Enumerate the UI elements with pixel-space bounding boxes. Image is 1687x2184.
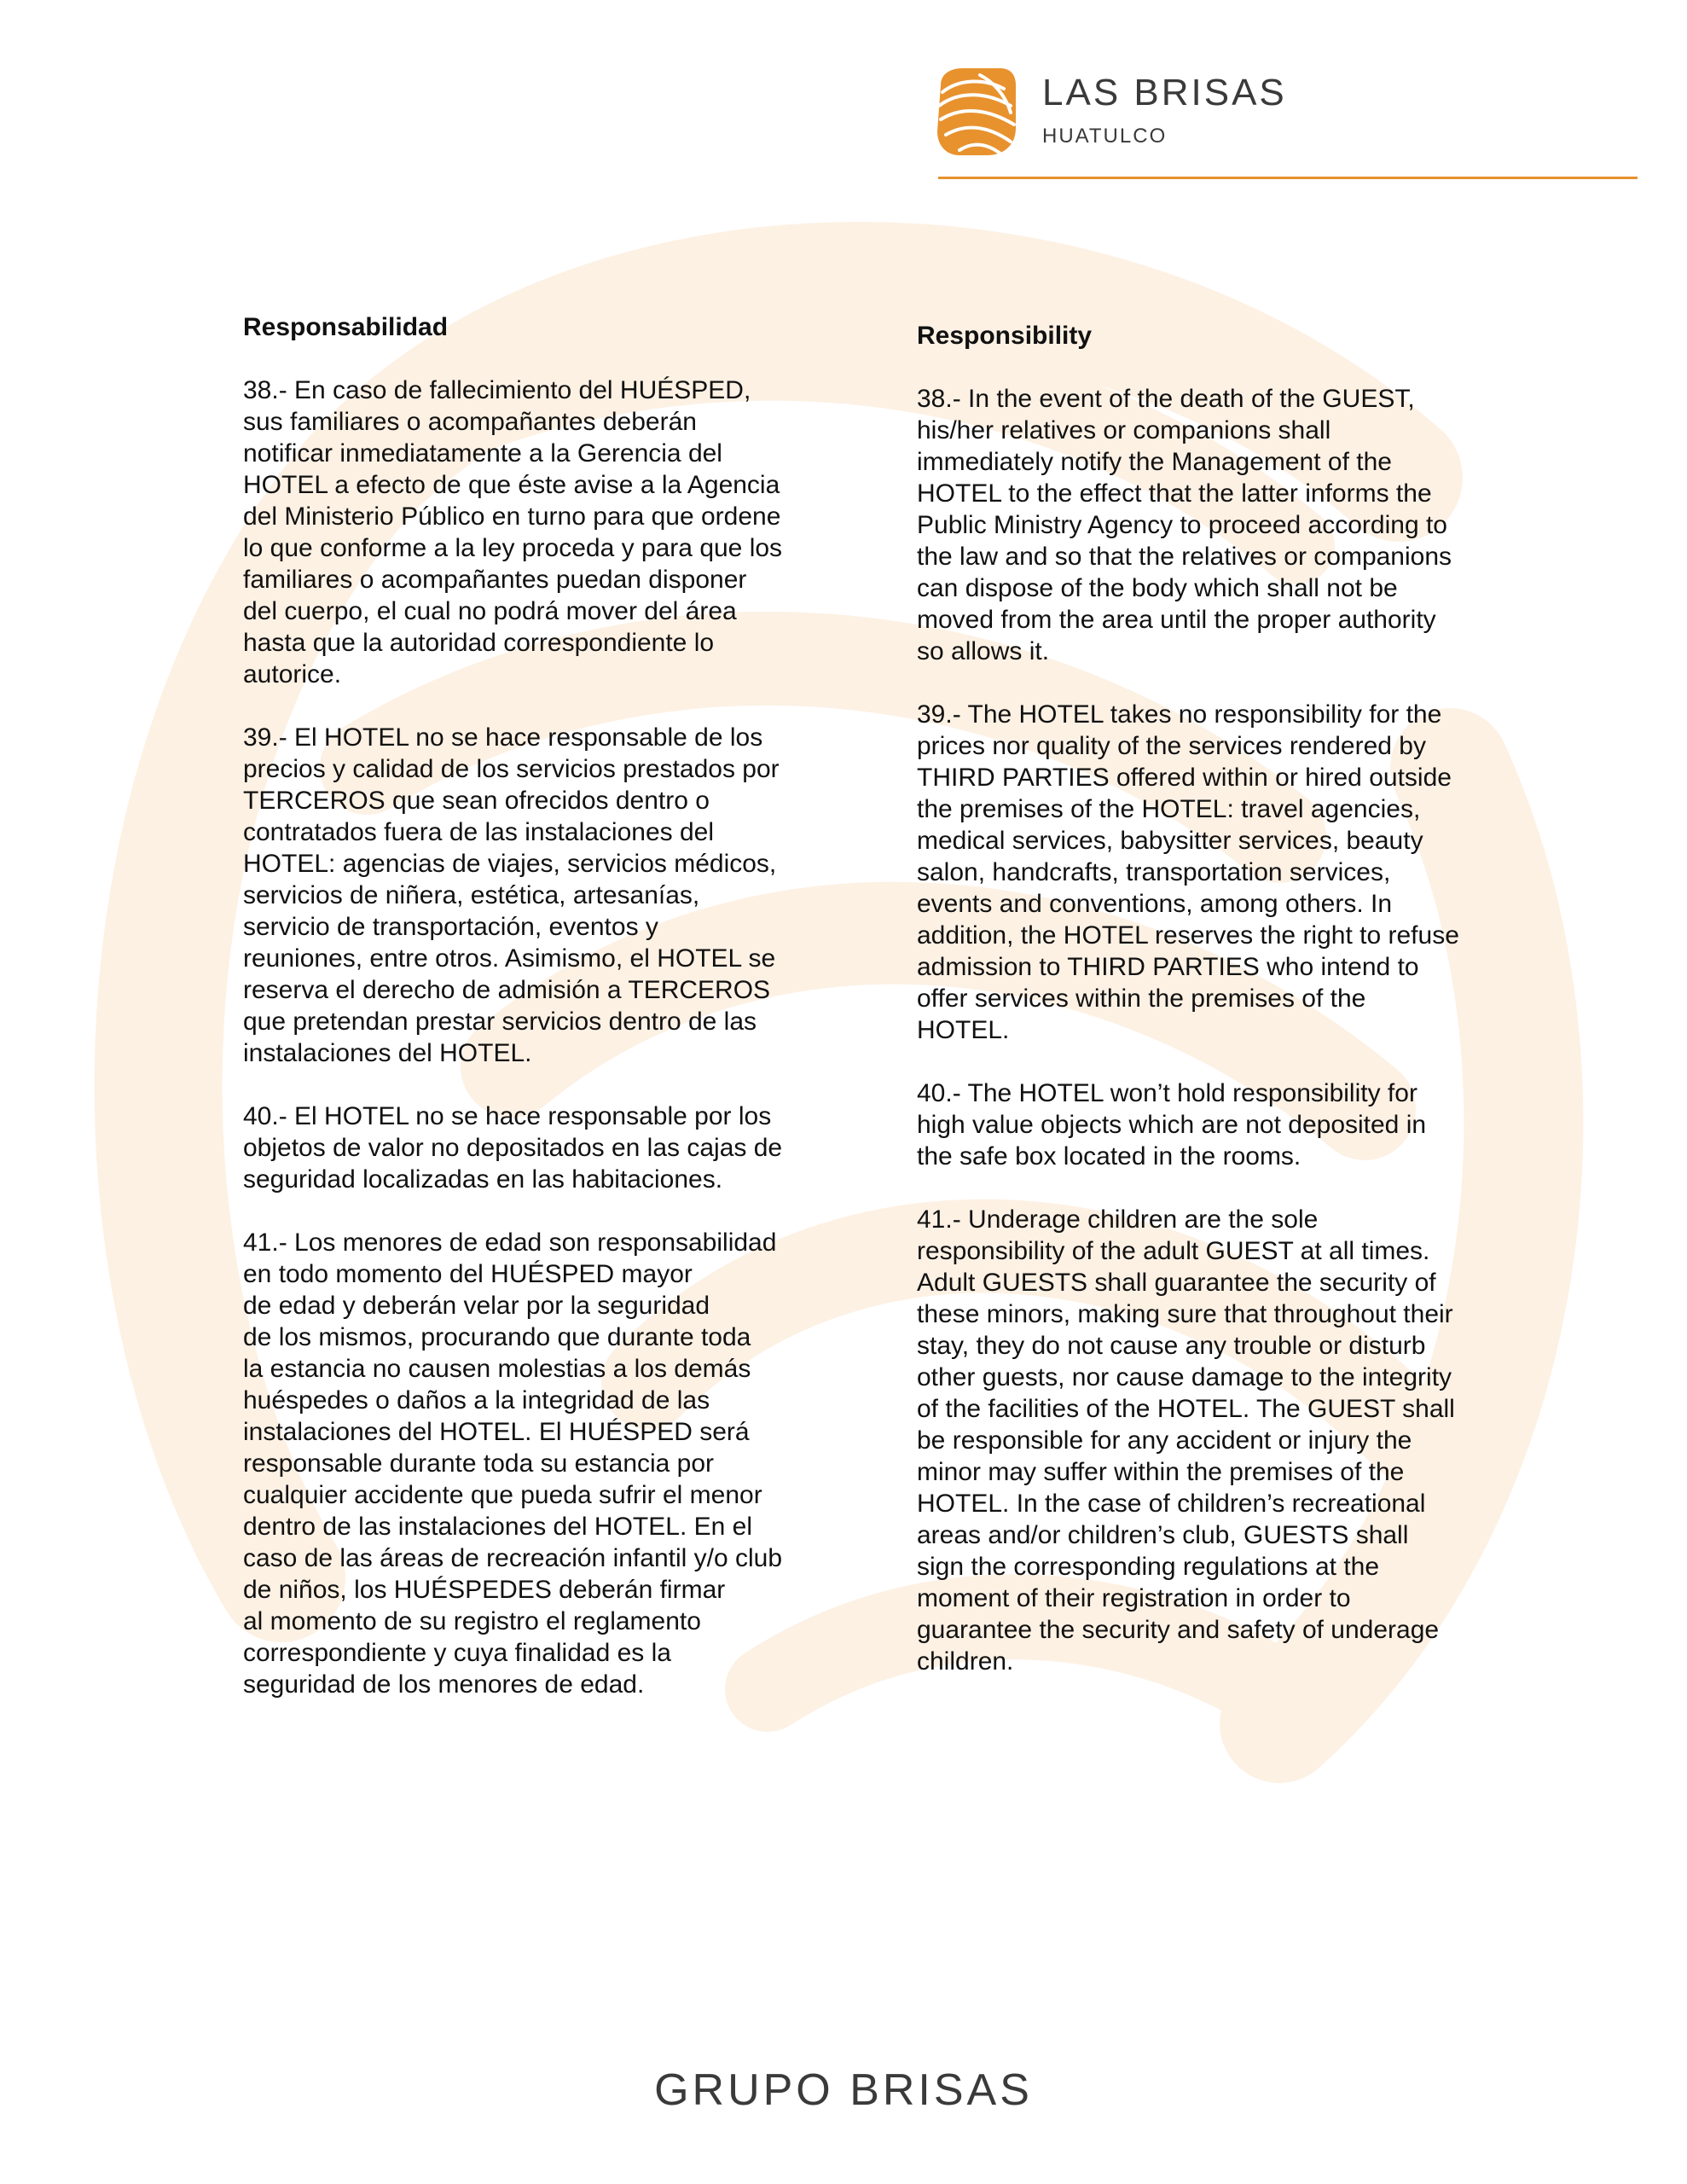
las-brisas-swirl-logo-icon bbox=[934, 67, 1017, 157]
clause-line: contratados fuera de las instalaciones del bbox=[243, 818, 715, 846]
clause-line: sign the corresponding regulations at the bbox=[917, 1553, 1380, 1581]
section-heading-spanish: Responsabilidad bbox=[243, 313, 449, 341]
clause-line: 41.- Underage children are the sole bbox=[917, 1205, 1319, 1234]
footer-brand: GRUPO BRISAS bbox=[654, 2065, 1033, 2115]
clause-line: precios y calidad de los servicios prestados por bbox=[243, 755, 780, 783]
brand-logo bbox=[934, 67, 1292, 160]
clause-line: instalaciones del HOTEL. El HUÉSPED será bbox=[243, 1418, 750, 1446]
clause-line: children. bbox=[917, 1647, 1014, 1676]
clause-paragraph-es bbox=[243, 722, 840, 1069]
clause-line: lo que conforme a la ley proceda y para que los bbox=[243, 534, 783, 562]
clause-line: the premises of the HOTEL: travel agencies, bbox=[917, 795, 1421, 823]
clause-line: al momento de su registro el reglamento bbox=[243, 1607, 701, 1635]
clause-paragraph-en bbox=[917, 1077, 1514, 1172]
clause-line: HOTEL. In the case of children’s recreational bbox=[917, 1490, 1426, 1518]
clause-line: Adult GUESTS shall guarantee the security of bbox=[917, 1269, 1436, 1297]
clause-line: 40.- El HOTEL no se hace responsable por los bbox=[243, 1102, 772, 1130]
clause-line: servicios de niñera, estética, artesanías, bbox=[243, 881, 700, 909]
clause-line: hasta que la autoridad correspondiente lo bbox=[243, 629, 715, 657]
clause-line: THIRD PARTIES offered within or hired outside bbox=[917, 764, 1452, 792]
clause-line: can dispose of the body which shall not be bbox=[917, 574, 1398, 602]
clause-line: 39.- The HOTEL takes no responsibility for the bbox=[917, 700, 1442, 729]
clause-line: admission to THIRD PARTIES who intend to bbox=[917, 953, 1419, 981]
clause-line: servicio de transportación, eventos y bbox=[243, 913, 658, 941]
clause-line: dentro de las instalaciones del HOTEL. En el bbox=[243, 1513, 752, 1541]
clause-line: prices nor quality of the services rendered by bbox=[917, 732, 1426, 760]
clause-line: sus familiares o acompañantes deberán bbox=[243, 408, 697, 436]
clause-line: offer services within the premises of the bbox=[917, 985, 1366, 1013]
clause-line: 38.- En caso de fallecimiento del HUÉSPED, bbox=[243, 376, 751, 404]
clause-line: Public Ministry Agency to proceed according to bbox=[917, 511, 1447, 539]
clause-line: de niños, los HUÉSPEDES deberán firmar bbox=[243, 1576, 726, 1604]
clause-line: the law and so that the relatives or companions bbox=[917, 543, 1452, 571]
clause-line: seguridad localizadas en las habitaciones. bbox=[243, 1165, 723, 1194]
spanish-column bbox=[243, 311, 840, 1732]
clause-paragraph-es bbox=[243, 375, 840, 690]
clause-line: reuniones, entre otros. Asimismo, el HOTEL se bbox=[243, 944, 776, 973]
section-heading-english: Responsibility bbox=[917, 322, 1093, 350]
clause-line: HOTEL a efecto de que éste avise a la Agencia bbox=[243, 471, 780, 499]
clause-line: de los mismos, procurando que durante toda bbox=[243, 1323, 751, 1351]
clause-line: medical services, babysitter services, beauty bbox=[917, 827, 1423, 855]
clause-line: stay, they do not cause any trouble or disturb bbox=[917, 1332, 1426, 1360]
clause-line: responsibility of the adult GUEST at all times. bbox=[917, 1237, 1430, 1265]
english-paragraphs bbox=[917, 383, 1514, 1677]
english-column bbox=[917, 320, 1514, 1709]
clause-line: responsable durante toda su estancia por bbox=[243, 1449, 715, 1478]
clause-line: events and conventions, among others. In bbox=[917, 890, 1393, 918]
clause-paragraph-es bbox=[243, 1101, 840, 1195]
clause-line: correspondiente y cuya finalidad es la bbox=[243, 1639, 671, 1667]
clause-line: high value objects which are not deposited in bbox=[917, 1111, 1427, 1139]
clause-line: del cuerpo, el cual no podrá mover del área bbox=[243, 597, 737, 625]
clause-line: areas and/or children’s club, GUESTS shall bbox=[917, 1521, 1409, 1549]
clause-line: minor may suffer within the premises of the bbox=[917, 1458, 1405, 1486]
clause-line: familiares o acompañantes puedan disponer bbox=[243, 566, 747, 594]
clause-line: reserva el derecho de admisión a TERCEROS bbox=[243, 976, 771, 1004]
clause-paragraph-en bbox=[917, 699, 1514, 1046]
clause-line: addition, the HOTEL reserves the right to refuse bbox=[917, 921, 1459, 950]
clause-line: so allows it. bbox=[917, 637, 1050, 665]
clause-line: the safe box located in the rooms. bbox=[917, 1142, 1301, 1170]
clause-line: del Ministerio Público en turno para que ordene bbox=[243, 502, 781, 531]
clause-paragraph-en bbox=[917, 383, 1514, 667]
clause-line: moved from the area until the proper authority bbox=[917, 606, 1436, 634]
clause-line: 39.- El HOTEL no se hace responsable de los bbox=[243, 723, 763, 752]
brand-location: HUATULCO bbox=[1042, 125, 1168, 148]
clause-line: de edad y deberán velar por la seguridad bbox=[243, 1292, 710, 1320]
clause-line: HOTEL. bbox=[917, 1016, 1010, 1044]
clause-line: que pretendan prestar servicios dentro de las bbox=[243, 1008, 757, 1036]
clause-line: moment of their registration in order to bbox=[917, 1584, 1351, 1612]
clause-paragraph-es bbox=[243, 1227, 840, 1700]
clause-line: immediately notify the Management of the bbox=[917, 448, 1392, 476]
clause-line: 38.- In the event of the death of the GUEST, bbox=[917, 385, 1415, 413]
clause-line: other guests, nor cause damage to the integrity bbox=[917, 1363, 1452, 1391]
clause-line: seguridad de los menores de edad. bbox=[243, 1670, 645, 1699]
clause-line: en todo momento del HUÉSPED mayor bbox=[243, 1260, 693, 1288]
clause-line: cualquier accidente que pueda sufrir el menor bbox=[243, 1481, 762, 1509]
clause-line: instalaciones del HOTEL. bbox=[243, 1039, 532, 1067]
clause-line: salon, handcrafts, transportation services, bbox=[917, 858, 1391, 886]
clause-line: huéspedes o daños a la integridad de las bbox=[243, 1386, 710, 1414]
clause-paragraph-en bbox=[917, 1204, 1514, 1677]
clause-line: these minors, making sure that throughout their bbox=[917, 1300, 1453, 1328]
clause-line: caso de las áreas de recreación infantil y/o club bbox=[243, 1544, 783, 1572]
clause-line: HOTEL: agencias de viajes, servicios médicos, bbox=[243, 850, 777, 878]
clause-line: HOTEL to the effect that the latter informs the bbox=[917, 479, 1432, 508]
clause-line: objetos de valor no depositados en las cajas de bbox=[243, 1134, 783, 1162]
clause-line: be responsible for any accident or injury the bbox=[917, 1426, 1412, 1455]
header-divider bbox=[938, 177, 1638, 179]
clause-line: autorice. bbox=[243, 660, 342, 688]
clause-line: notificar inmediatamente a la Gerencia del bbox=[243, 439, 722, 468]
clause-line: guarantee the security and safety of underage bbox=[917, 1616, 1440, 1644]
clause-line: 40.- The HOTEL won’t hold responsibility for bbox=[917, 1079, 1417, 1107]
clause-line: of the facilities of the HOTEL. The GUEST shall bbox=[917, 1395, 1455, 1423]
spanish-paragraphs bbox=[243, 375, 840, 1700]
clause-line: his/her relatives or companions shall bbox=[917, 416, 1331, 444]
clause-line: 41.- Los menores de edad son responsabilidad bbox=[243, 1228, 777, 1257]
clause-line: TERCEROS que sean ofrecidos dentro o bbox=[243, 787, 710, 815]
clause-line: la estancia no causen molestias a los demás bbox=[243, 1355, 751, 1383]
brand-name: LAS BRISAS bbox=[1042, 72, 1287, 113]
